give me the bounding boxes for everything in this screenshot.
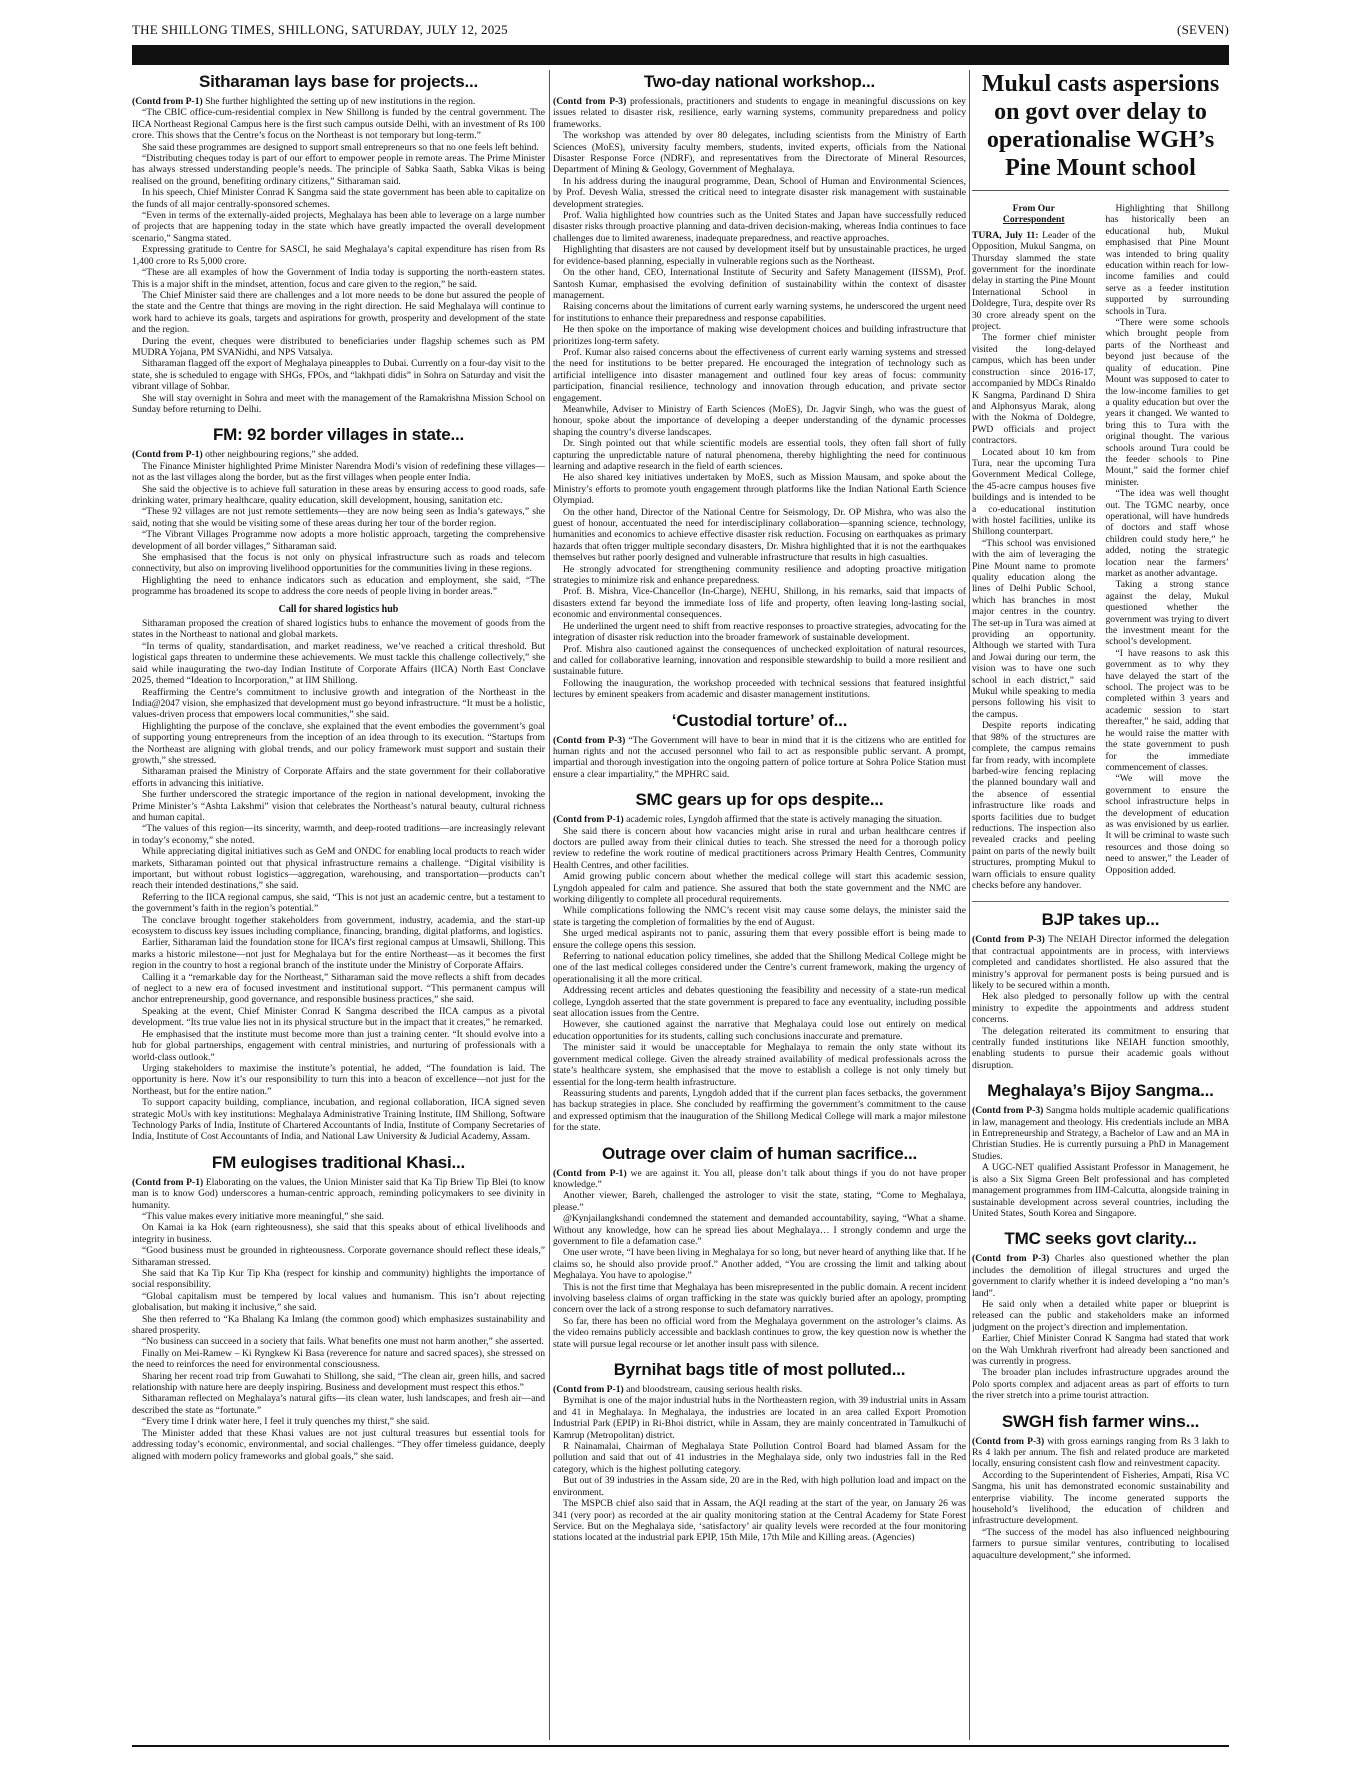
contd-kicker: (Contd from P-1) xyxy=(132,96,203,107)
story-paragraph: Urging stakeholders to maximise the institute’s potential, he added, “The foundation is laid. The opportunity is here. Now it’s our responsibility to turn this into a beacon of excellence—not just for the Northeast, but for the entire nation.” xyxy=(132,1062,545,1097)
lead-paragraph: “I have reasons to ask this government as to why they have delayed the start of the school. The project was to be completed within 3 years and academic session to start thereafter,” he said, adding that he would raise the matter with the state government to push for the immediate commencement of classes. xyxy=(1105,647,1229,773)
story-paragraph: Hek also pledged to personally follow up with the central ministry to expedite the appointments and address student concerns. xyxy=(972,991,1229,1026)
story-paragraph: “No business can succeed in a society that fails. What benefits one must not harm another,” she asserted. xyxy=(142,1336,544,1348)
story-paragraph: Highlighting the purpose of the conclave, she explained that the event embodies the government’s goal of supporting young entrepreneurs from the inception of an idea through to its execution. “Startups from the Northeast are aligning with global trends, and our policy framework must support and sustain their growth,” she stressed. xyxy=(132,720,545,766)
story-paragraph: Prof. Walia highlighted how countries such as the United States and Japan have successfully reduced disaster risks through proactive planning and data-driven decision-making, whereas India continues to face challenges due to limited awareness, inadequate preparedness, and reactive approaches. xyxy=(553,210,966,244)
story-paragraph: On Kamai ia ka Hok (earn righteousness), she said that this speaks about of ethical livelihoods and integrity in business. xyxy=(132,1222,545,1245)
paragraph-text: we are against it. You all, please don’t talk about things if you do not have proper knowledge.” xyxy=(553,1167,966,1190)
story-paragraph: Sitharaman proposed the creation of shared logistics hubs to enhance the movement of goods from the states in the Northeast to national and global markets. xyxy=(132,618,545,641)
story-headline: SMC gears up for ops despite... xyxy=(635,790,884,810)
story-paragraph: She said these programmes are designed to support small entrepreneurs so that no one feels left behind. xyxy=(142,141,539,153)
contd-kicker: (Contd from P-3) xyxy=(553,734,626,746)
story-paragraph xyxy=(553,96,966,130)
contd-kicker: (Contd from P-1) xyxy=(553,1384,624,1396)
story-headline: Two-day national workshop... xyxy=(643,72,876,91)
paragraph-text: Elaborating on the values, the Union Minister said that Ka Tip Briew Tip Blei (to know man is to know God) underscores a human-centric approach, reminding policymakers to see divinity in humanity. xyxy=(132,1176,545,1211)
paragraph-text: Leader of the Opposition, Mukul Sangma, on Thursday slammed the state government for the inordinate delay in starting the Pine Mount International School in Doldegre, Tura, despite over Rs 30 crore already spent on the project. xyxy=(972,229,1096,333)
story-headline: Meghalaya’s Bijoy Sangma... xyxy=(987,1081,1214,1101)
story-paragraph: Highlighting the need to enhance indicators such as education and employment, she said, “The programme has broadened its scope to address the core needs of people living in border areas.” xyxy=(132,574,545,598)
story-paragraph: “The values of this region—its sincerity, warmth, and deep-rooted traditions—are increasingly relevant in today’s economy,” she noted. xyxy=(132,823,545,846)
column-left xyxy=(132,70,545,1740)
story-paragraph: Meanwhile, Adviser to Ministry of Earth Sciences (MoES), Dr. Jagvir Singh, who was the guest of honour, spoke about the importance of developing a deeper understanding of the dynamic processes shaping the country’s diverse landscapes. xyxy=(553,403,966,438)
paragraph-text: professionals, practitioners and students to engage in meaningful discussions on key issues related to disaster risk, resilience, early warning systems, community preparedness and policy frameworks. xyxy=(553,96,966,130)
story-paragraph: She said there is concern about how vacancies might arise in rural and urban healthcare centres if doctors are pulled away from their clinical duties to teach. She stressed the need for a thorough policy review to redefine the work routine of medical practitioners across Primary Health Centres, Community Health Centres, and other facilities. xyxy=(553,825,966,871)
story-paragraph xyxy=(553,814,966,825)
paragraph-text: She further highlighted the setting up of new institutions in the region. xyxy=(205,96,476,107)
story-paragraph: Prof. Kumar also raised concerns about the effectiveness of current early warning systems and stressed the need for institutions to be better prepared. He encouraged the integration of technology such as artificial intelligence into disaster management and outlined four key areas of focus: community participation, financial resilience, technology and innovation through education, and private sector engagement. xyxy=(553,346,966,404)
story-paragraph: The Minister added that these Khasi values are not just cultural treasures but essential tools for addressing today’s economic, environmental, and social challenges. “They offer timeless guidance, deeply aligned with modern policy frameworks and global goals,” she said. xyxy=(132,1427,545,1462)
story-paragraph: She urged medical aspirants not to panic, assuring them that every possible effort is being made to ensure the college opens this session. xyxy=(553,928,966,951)
dateline: TURA, July 11: xyxy=(972,229,1039,241)
story-paragraph: The broader plan includes infrastructure upgrades around the Polo sports complex and adjacent areas as part of efforts to turn the river stretch into a prime tourist attraction. xyxy=(972,1367,1229,1402)
story-paragraph: Prof. Mishra also cautioned against the consequences of unchecked exploitation of natural resources, and called for collaborative learning, innovation and responsible stewardship to build a more resilient and sustainable future. xyxy=(553,643,966,678)
bottom-rule xyxy=(132,1745,1229,1747)
lead-story xyxy=(972,70,1229,891)
story-paragraph xyxy=(972,1436,1229,1470)
contd-kicker: (Contd from P-1) xyxy=(553,1167,627,1179)
story-l1 xyxy=(132,425,545,1142)
story-paragraph: Earlier, Sitharaman laid the foundation stone for IICA’s first regional campus at Umsawli, Shillong. This marks a historic milestone—not just for Meghalaya but for the entire Northeast—as it becomes the first region in the country to host a regional branch of the institute under the Ministry of Corporate Affairs. xyxy=(132,937,545,972)
story-paragraph: Following the inauguration, the workshop proceeded with technical sessions that featured insightful lectures by eminent speakers from academic and disaster management institutions. xyxy=(553,677,966,701)
page-number: (SEVEN) xyxy=(1177,22,1229,37)
story-paragraph: To support capacity building, compliance, incubation, and regional collaboration, IICA signed seven strategic MoUs with key institutions: Meghalaya Administrative Training Institute, IIM Shillong, Software Technology Parks of India, Institute of Chartered Accountants of India, Institute of Company Secretaries of India, Institute of Cost Accountants of India, and National Law University & Judicial Academy, Assam. xyxy=(132,1097,545,1143)
story-paragraph: “The Vibrant Villages Programme now adopts a more holistic approach, targeting the comprehensive development of all border villages,” Sitharaman said. xyxy=(132,529,545,552)
byline-line1: From Our xyxy=(1012,203,1055,214)
story-paragraph xyxy=(553,1168,966,1191)
story-paragraph xyxy=(132,449,545,460)
story-l0 xyxy=(132,72,545,415)
story-paragraph xyxy=(972,1105,1229,1162)
contd-kicker: (Contd from P-3) xyxy=(972,1105,1044,1117)
story-paragraph: “These 92 villages are not just remote settlements—they are now being seen as India’s gateways,” she said, noting that she would be visiting some of these areas during her tour of the border region. xyxy=(132,506,545,529)
story-r3 xyxy=(972,1412,1229,1561)
story-paragraph: “Distributing cheques today is part of our effort to empower people in remote areas. The Prime Minister has always stressed understanding people’s needs. The principle of Sabka Saath, Sabka Vikas is being realised on the ground, benefiting ordinary citizens,” Sitharaman said. xyxy=(132,153,545,187)
story-paragraph: One user wrote, “I have been living in Meghalaya for so long, but never heard of anything like that. If he claims so, he should also provide proof.” Another added, “You are crossing the limit and talking about Meghalaya. You have to apologise.” xyxy=(553,1247,966,1282)
masthead-dateline: THE SHILLONG TIMES, SHILLONG, SATURDAY, JULY 12, 2025 xyxy=(132,22,508,37)
story-paragraph: Referring to the IICA regional campus, she said, “This is not just an academic centre, but a testament to the government’s faith in the region’s potential.” xyxy=(132,891,545,915)
story-paragraph: R Nainamalai, Chairman of Meghalaya State Pollution Control Board had blamed Assam for the pollution and said that out of 41 industries in the Meghalaya side, only two industries fall in the Red category, which is the highest polluting category. xyxy=(553,1441,966,1475)
story-paragraph: Earlier, Chief Minister Conrad K Sangma had stated that work on the Wah Umkhrah riverfront had already been sanctioned and was currently in progress. xyxy=(972,1333,1229,1367)
story-paragraph: She emphasised that the focus is not only on physical infrastructure such as roads and telecom connectivity, but also on improving livelihood opportunities for the communities living in these regions. xyxy=(132,552,545,575)
story-paragraph: This is not the first time that Meghalaya has been misrepresented in the public domain. A recent incident involving baseless claims of organ trafficking in the state was quickly buried after an apology, prompting concern over the lack of a strong response to such defamatory narratives. xyxy=(553,1281,966,1316)
story-headline: FM: 92 border villages in state... xyxy=(212,425,465,445)
column-middle xyxy=(553,70,966,1740)
story-paragraph: Expressing gratitude to Centre for SASCI, he said Meghalaya’s capital expenditure has risen from Rs 1,400 crore to Rs 5,000 crore. xyxy=(132,244,545,267)
story-paragraph: So far, there has been no official word from the Meghalaya government on the astrologer’s claims. As the video remains publicly accessible and backlash continues to grow, the key question now is whether the state will pursue legal recourse or let another insult pass with silence. xyxy=(553,1315,966,1350)
paragraph-text: Charles also questioned whether the plan includes the demolition of illegal structures and urged the government to clarify whether it is indeed developing a “no man’s land”. xyxy=(972,1253,1229,1299)
story-paragraph xyxy=(132,96,545,107)
story-headline: Byrnihat bags title of most polluted... xyxy=(613,1360,906,1380)
story-paragraph: Another viewer, Bareh, challenged the astrologer to visit the state, stating, “Come to Meghalaya, please.” xyxy=(553,1190,966,1213)
masthead-black-bar xyxy=(132,45,1229,65)
story-m4 xyxy=(553,1360,966,1544)
story-headline: ‘Custodial torture’ of... xyxy=(671,710,848,730)
column-rule xyxy=(549,70,550,1740)
lead-paragraph: Located about 10 km from Tura, near the upcoming Tura Government Medical College, the 45-acre campus houses five buildings and is intended to be a co-educational institution with hostel facilities, unlike its Shillong counterpart. xyxy=(972,446,1096,538)
story-paragraph: Addressing recent articles and debates questioning the feasibility and necessity of a state-run medical college, Lyngdoh asserted that the state government is prepared to face any eventuality, including possible seat allocation issues from the Centre. xyxy=(553,985,966,1020)
story-paragraph: The Chief Minister said there are challenges and a lot more needs to be done but assured the people of the state and the Centre that things are moving in the right direction. He said Meghalaya will continue to work hard to achieve its goals, targets and aspirations for growth, prosperity and development of the state and the region. xyxy=(132,289,545,336)
story-paragraph: On the other hand, Director of the National Centre for Seismology, Dr. OP Mishra, who was also the guest of honour, accentuated the need for interdisciplinary collaboration—spanning science, technology, humanities and economics to achieve effective disaster risk reduction. Focusing on earthquakes as primary hazards that often trigger multiple secondary disasters, Dr. Mishra highlighted that it is not the earthquakes themselves but rather poorly designed and vulnerable infrastructure that results in high casualties. xyxy=(553,506,966,564)
story-r1 xyxy=(972,1081,1229,1219)
paragraph-text: “The Government will have to bear in mind that it is the citizens who are entitled for human rights and not the accused personnel who fail to act as responsible public servant. A prompt, impartial and thorough investigation into the ongoing pattern of police torture at Sohra Police Station must ensure a clear impartiality,” the MPHRC said. xyxy=(553,734,966,780)
story-l2 xyxy=(132,1153,545,1462)
story-paragraph: Speaking at the event, Chief Minister Conrad K Sangma described the IICA campus as a pivotal development. “Its true value lies not in its physical structure but in the impact that it creates,” he remarked. xyxy=(132,1005,545,1029)
lead-paragraph: “The idea was well thought out. The TGMC nearby, once operational, will have hundreds of doctors and staff whose children could study here,” he added, noting the strategic location near the farmers’ market as another advantage. xyxy=(1105,488,1229,579)
story-r2 xyxy=(972,1229,1229,1401)
story-paragraph: “Good business must be grounded in righteousness. Corporate governance should reflect these ideals,” Sitharaman stressed. xyxy=(132,1245,545,1268)
story-paragraph: The MSPCB chief also said that in Assam, the AQI reading at the start of the year, on January 26 was 341 (very poor) as recorded at the air quality monitoring station at the Central Academy for State Forest Service. But on the Meghalaya side, ‘satisfactory’ air quality levels were recorded at the four monitoring stations located at the industrial park EPIP, 15th Mile, 17th Mile and Killing areas. (Agencies) xyxy=(553,1498,966,1544)
story-paragraph: He then spoke on the importance of making wise development choices and building infrastructure that prioritizes long-term safety. xyxy=(553,324,966,347)
story-paragraph: “This value makes every initiative more meaningful,” she said. xyxy=(142,1210,384,1222)
contd-kicker: (Contd from P-1) xyxy=(132,449,203,461)
story-paragraph: In his speech, Chief Minister Conrad K Sangma said the state government has been able to capitalize on the funds of all major centrally-sponsored schemes. xyxy=(132,187,545,210)
lead-paragraph: Taking a strong stance against the delay, Mukul questioned whether the government was trying to divert the investment meant for the school’s development. xyxy=(1105,579,1229,648)
lead-paragraph: Highlighting that Shillong has historically been an educational hub, Mukul emphasised that Pine Mount was intended to bring quality education within reach for low-income families and could serve as a feeder institution supported by surrounding schools in Tura. xyxy=(1105,203,1229,317)
story-paragraph: The workshop was attended by over 80 delegates, including scientists from the Ministry of Earth Sciences (MoES), university faculty members, students, invited experts, officials from the National Disaster Response Force (NDRF), and representatives from the Directorate of Mineral Resources, Department of Mining & Geology, Government of Meghalaya. xyxy=(553,130,966,176)
story-paragraph: “The success of the model has also influenced neighbouring farmers to pursue similar ventures, contributing to localised aquaculture development,” she informed. xyxy=(972,1526,1229,1561)
story-paragraph: A UGC-NET qualified Assistant Professor in Management, he is also a Six Sigma Green Belt professional and has completed management programmes from IIM-Calcutta, alongside training in sustainable development across several countries, including the United States, South Korea and Singapore. xyxy=(972,1162,1229,1219)
story-paragraph: He also shared key initiatives undertaken by MoES, such as Mission Mausam, and spoke about the Ministry’s efforts to promote youth engagement through platforms like the Indian National Earth Science Olympiad. xyxy=(553,472,966,507)
lead-headline: Mukul casts aspersions on govt over delay to operationalise WGH’s Pine Mount school xyxy=(972,70,1229,191)
story-paragraph: “In terms of quality, standardisation, and market readiness, we’ve reached a critical threshold. But logistical gaps threaten to undermine these achievements. We must tackle this challenge collectively,” she said while inaugurating the two-day Indian Institute of Corporate Affairs (IICA) North East Conclave 2025, themed “Ideation to Incorporation,” at IIM Shillong. xyxy=(132,640,545,687)
story-paragraph: Prof. B. Mishra, Vice-Chancellor (In-Charge), NEHU, Shillong, in his remarks, said that impacts of disasters extend far beyond the immediate loss of life and property, often leaving long-lasting social, economic and environmental consequences. xyxy=(553,586,966,621)
story-paragraph: On the other hand, CEO, International Institute of Security and Safety Management (IISSM), Prof. Santosh Kumar, emphasised the evolving definition of sustainability within the context of disaster management. xyxy=(553,267,966,301)
lead-paragraph xyxy=(972,230,1096,333)
story-paragraph xyxy=(132,1177,545,1211)
story-subheading: Call for shared logistics hub xyxy=(278,603,399,615)
story-paragraph: He emphasised that the institute must become more than just a training center. “It should evolve into a hub for global partnerships, engagement with central ministries, and nurturing of professionals with a world-class outlook.” xyxy=(132,1028,545,1063)
story-paragraph: He underlined the urgent need to shift from reactive responses to proactive strategies, advocating for the integration of disaster risk reduction into the broader framework of sustainable development. xyxy=(553,620,966,644)
story-paragraph: Finally on Mei-Ramew – Ki Ryngkew Ki Basa (reverence for nature and sacred spaces), she stressed on the need to reinforces the need for environmental consciousness. xyxy=(132,1347,545,1371)
right-column-stories xyxy=(972,910,1229,1561)
story-paragraph: She will stay overnight in Sohra and meet with the management of the Ramakrishna Mission School on Sunday before returning to Delhi. xyxy=(132,392,545,415)
story-paragraph: While complications following the NMC’s recent visit may cause some delays, the minister said the state is targeting the completion of formalities by the end of August. xyxy=(553,905,966,928)
story-headline: SWGH fish farmer wins... xyxy=(1001,1411,1200,1431)
story-paragraph xyxy=(553,735,966,781)
paragraph-text: Sangma holds multiple academic qualifications in law, management and theology. His credentials include an MBA in Entrepreneurship and Strategy, a Bachelor of Law and an MA in Christian Studies. He is currently pursuing a PhD in Management Studies. xyxy=(972,1105,1229,1162)
story-paragraph: She said that Ka Tip Kur Tip Kha (respect for kinship and community) highlights the importance of social responsibility. xyxy=(132,1268,545,1291)
lead-paragraph: Despite reports indicating that 98% of the structures are complete, the campus remains far from ready, with incomplete barbed-wire fencing replacing the planned boundary wall and the absence of essential infrastructure like roads and sports facilities due to budget reductions. The inspection also revealed cracks and peeling paint on parts of the newly built structures, prompting Mukul to warn officials to ensure quality checks before any handover. xyxy=(972,720,1096,891)
story-paragraph: However, she cautioned against the narrative that Meghalaya could lose out entirely on medical education opportunities for its students, calling such conclusions inaccurate and premature. xyxy=(553,1019,966,1042)
story-paragraph: “Global capitalism must be tempered by local values and humanism. This isn’t about rejecting globalisation, but making it inclusive,” she said. xyxy=(132,1290,545,1314)
column-rule xyxy=(969,70,970,1740)
story-headline: Outrage over claim of human sacrifice... xyxy=(601,1143,918,1163)
column-right xyxy=(972,70,1229,1740)
story-paragraph: Amid growing public concern about whether the medical college will start this academic session, Lyngdoh appealed for calm and patience. She assured that both the state government and the NMC are working diligently to complete all procedural requirements. xyxy=(553,871,966,905)
story-headline: BJP takes up... xyxy=(1041,910,1160,930)
story-paragraph: She said the objective is to achieve full saturation in these areas by ensuring access to good roads, safe drinking water, primary healthcare, quality education, skill development, housing, sanitation etc. xyxy=(132,483,545,506)
story-paragraph: He strongly advocated for strengthening community resilience and adopting proactive mitigation strategies to minimize risk and enhance preparedness. xyxy=(553,563,966,587)
byline xyxy=(972,203,1096,226)
story-divider xyxy=(972,901,1229,902)
lead-paragraph: “This school was envisioned with the aim of leveraging the Pine Mount name to promote quality education along the lines of Delhi Public School, which has branches in most major centres in the country. The set-up in Tura was aimed at providing an opportunity. Although we started with Tura and Jowai during our term, the vision was to have one such school in each district,” said Mukul while speaking to media persons following his visit to the campus. xyxy=(972,537,1096,720)
contd-kicker: (Contd from P-1) xyxy=(553,814,624,826)
lead-body xyxy=(972,203,1229,891)
story-paragraph: Highlighting that disasters are not caused by development itself but by unsustainable practices, he urged for evidence-based planning, especially in vulnerable regions such as the Northeast. xyxy=(553,244,966,267)
lead-paragraph: The former chief minister visited the long-delayed campus, which has been under construction since 2016-17, accompanied by MDCs Rinaldo K Sangma, Pardinand D Shira and Alphonsyus Marak, along with the Nokma of Doldegre, PWD officials and project contractors. xyxy=(972,332,1096,447)
story-paragraph: She further underscored the strategic importance of the region in national development, invoking the Prime Minister’s “Ashta Lakshmi” vision that celebrates the Northeast’s natural beauty, cultural richness and human capital. xyxy=(132,789,545,823)
story-m3 xyxy=(553,1144,966,1351)
masthead xyxy=(132,18,1229,40)
contd-kicker: (Contd from P-3) xyxy=(972,934,1045,946)
story-r0 xyxy=(972,910,1229,1071)
story-paragraph: “Every time I drink water here, I feel it truly quenches my thirst,” she said. xyxy=(142,1416,430,1428)
story-paragraph: During the event, cheques were distributed to beneficiaries under flagship schemes such as PM MUDRA Yojana, PM SVANidhi, and NPS Vatsalya. xyxy=(132,335,545,358)
story-paragraph: The minister said it would be unacceptable for Meghalaya to remain the only state without its government medical college. Given the already strained availability of medical professionals across the state’s healthcare system, she emphasised that the move to establish a college is not only timely but essential for the long-term health infrastructure. xyxy=(553,1042,966,1088)
lead-paragraph: “We will move the government to ensure the school infrastructure helps in the development of education as was envisioned by us earlier. It will be criminal to waste such resources and those doing so need to answer,” the Leader of Opposition added. xyxy=(1105,773,1229,876)
story-paragraph: Sitharaman praised the Ministry of Corporate Affairs and the state government for their collaborative efforts in advancing this initiative. xyxy=(132,766,545,789)
story-paragraph: In his address during the inaugural programme, Dean, School of Human and Environmental Sciences, by Prof. Devesh Walia, stressed the critical need to integrate disaster risk management with sustainable development strategies. xyxy=(553,175,966,210)
story-paragraph: “The CBIC office-cum-residential complex in New Shillong is funded by the central government. The IICA Northeast Regional Campus here is the first such campus outside Delhi, with an investment of Rs 100 crore. This shows that the Centre’s focus on the Northeast is not temporary but long-term.” xyxy=(132,107,545,142)
story-paragraph: @Kynjailangkshandi condemned the statement and demanded accountability, saying, “What a shame. Without any knowledge, how can he spread lies about Meghalaya… I strongly condemn and urge the government to file a defamation case.” xyxy=(553,1213,966,1247)
story-paragraph: The conclave brought together stakeholders from government, industry, academia, and the start-up ecosystem to discuss key issues including compliance, financing, branding, digital platforms, and logistics. xyxy=(132,914,545,938)
story-paragraph: According to the Superintendent of Fisheries, Ampati, Risa VC Sangma, his unit has demonstrated economic sustainability and enterprise viability. The income generated supports the household’s livelihood, the education of children and infrastructure development. xyxy=(972,1469,1229,1527)
story-paragraph: Byrnihat is one of the major industrial hubs in the Northeastern region, with 39 industrial units in Assam and 41 in Meghalaya. In Meghalaya, the industries are located in an area called Export Promotion Industrial Park (EPIP) in Ri-Bhoi district, while in Assam, they are mainly concentrated in Tamulkuchi of Kamrup (Metropolitan) district. xyxy=(553,1395,966,1441)
story-paragraph xyxy=(553,1384,966,1395)
story-m0 xyxy=(553,72,966,701)
paragraph-text: The NEIAH Director informed the delegation that contractual appointments are in process, with interviews completed and candidates shortlisted. He also assured that the ministry’s approval for permanent posts is being pursued and is likely to be secured within a month. xyxy=(972,934,1229,991)
story-paragraph: Reassuring students and parents, Lyngdoh added that if the current plan faces setbacks, the government has backup strategies in place. She concluded by reaffirming the government’s commitment to the cause and expressed optimism that the inauguration of the Shillong Medical College will mark a major milestone for the state. xyxy=(553,1087,966,1134)
story-paragraph: He said only when a detailed white paper or blueprint is released can the public and stakeholders make an informed judgment on the project’s direction and implementation. xyxy=(972,1298,1229,1333)
paragraph-text: with gross earnings ranging from Rs 3 lakh to Rs 4 lakh per annum. The fish and related produce are marketed locally, ensuring consistent cash flow and reinvestment capacity. xyxy=(972,1435,1229,1470)
story-paragraph: She then referred to “Ka Bhalang Ka Imlang (the common good) which emphasizes sustainability and shared prosperity. xyxy=(132,1313,545,1337)
story-headline: TMC seeks govt clarity... xyxy=(1004,1229,1197,1249)
story-headline: FM eulogises traditional Khasi... xyxy=(211,1152,466,1172)
story-paragraph xyxy=(972,1253,1229,1299)
story-m2 xyxy=(553,790,966,1133)
contd-kicker: (Contd from P-3) xyxy=(553,96,627,107)
story-paragraph: The delegation reiterated its commitment to ensuring that centrally funded institutions like NEIAH function smoothly, enabling students to pursue their academic goals without disruption. xyxy=(972,1025,1229,1071)
story-paragraph: Sitharaman reflected on Meghalaya’s natural gifts—its clean water, lush landscapes, and fresh air—and described the state as “fortunate.” xyxy=(132,1393,545,1416)
story-paragraph: The Finance Minister highlighted Prime Minister Narendra Modi’s vision of redefining these villages—not as the last villages along the border, but as the first villages when people enter India. xyxy=(132,460,545,484)
contd-kicker: (Contd from P-3) xyxy=(972,1435,1045,1447)
story-paragraph: Reaffirming the Centre’s commitment to inclusive growth and integration of the Northeast in the India@2047 vision, she emphasized that development must go beyond infrastructure. “It must be a holistic, values-driven process that empowers local communities,” she said. xyxy=(132,686,545,721)
story-paragraph: Dr. Singh pointed out that while scientific models are essential tools, they often fall short of fully capturing the unpredictable nature of natural phenomena, thereby highlighting the need for continuous learning and adaptive research in the field of earth sciences. xyxy=(553,438,966,472)
story-paragraph: Sitharaman flagged off the export of Meghalaya pineapples to Dubai. Currently on a four-day visit to the state, she is scheduled to engage with SHGs, FPOs, and “lakhpati didis” in Sohra on Saturday and visit the vibrant village of Sohbar. xyxy=(132,358,545,393)
paragraph-text: other neighbouring regions,” she added. xyxy=(205,449,359,461)
contd-kicker: (Contd from P-3) xyxy=(972,1253,1050,1265)
contd-kicker: (Contd from P-1) xyxy=(132,1176,204,1188)
story-paragraph: “Even in terms of the externally-aided projects, Meghalaya has been able to leverage on a large number of projects that are happening today in the state which have greatly impacted the overall development scenario,” Sangma stated. xyxy=(132,210,545,244)
byline-line2: Correspondent xyxy=(1002,214,1065,226)
story-paragraph: While appreciating digital initiatives such as GeM and ONDC for enabling local products to reach wider markets, Sitharaman pointed out that physical infrastructure remains a challenge. “Digital visibility is important, but without robust logistics—aggregation, warehousing, and transportation—products can’t reach their intended destinations,” she said. xyxy=(132,846,545,892)
story-headline: Sitharaman lays base for projects... xyxy=(198,72,479,91)
story-paragraph: But out of 39 industries in the Assam side, 20 are in the Red, with high pollution load and impact on the environment. xyxy=(553,1475,966,1498)
story-m1 xyxy=(553,711,966,781)
story-paragraph: Raising concerns about the limitations of current early warning systems, he underscored the urgent need for institutions to enhance their preparedness and response capabilities. xyxy=(553,301,966,324)
lead-paragraph: “There were some schools which brought people from parts of the Northeast and beyond just because of the quality of education. Pine Mount was supposed to cater to the low-income families to get a quality education but over the years it changed. We wanted to bring this to Tura with the original thought. The various schools around Tura could be the feeder schools to Pine Mount,” said the former chief minister. xyxy=(1105,317,1229,488)
story-paragraph: Calling it a “remarkable day for the Northeast,” Sitharaman said the move reflects a shift from decades of neglect to a new era of focused investment and institutional support. “This permanent campus will anchor entrepreneurship, good governance, and responsible business practices,” she said. xyxy=(132,971,545,1006)
story-paragraph: Referring to national education policy timelines, she added that the Shillong Medical College might be one of the last medical colleges considered under the Centre’s current framework, making the urgency of operationalising it all the more critical. xyxy=(553,951,966,985)
story-paragraph: “These are all examples of how the Government of India today is supporting the north-eastern states. This is a major shift in the mindset, attention, focus and care given to the region,” he said. xyxy=(132,267,545,290)
story-paragraph: Sharing her recent road trip from Guwahati to Shillong, she said, “The clean air, green hills, and sacred relationship with nature here are deeply inspiring. Business and development must respect this ethos.” xyxy=(132,1370,545,1394)
story-paragraph xyxy=(972,934,1229,991)
paragraph-text: academic roles, Lyngdoh affirmed that the state is actively managing the situation. xyxy=(626,814,943,826)
paragraph-text: and bloodstream, causing serious health risks. xyxy=(626,1384,803,1396)
